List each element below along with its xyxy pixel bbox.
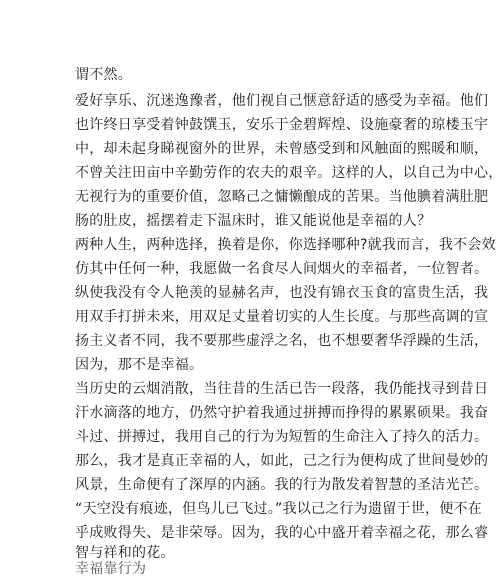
text-line: 爱好享乐、沉迷逸豫者，他们视自己惬意舒适的感受为幸福。他们 — [75, 93, 489, 109]
text-line: 两种人生，两种选择，换着是你，你选择哪种?就我而言，我不会效 — [75, 237, 496, 253]
text-line: 扬主义者不同，我不要那些虚浮之名，也不想要奢华浮躁的生活， — [75, 333, 489, 349]
text-line-cut: 幸福靠行为 — [75, 561, 147, 577]
text-line: 不曾关注田亩中辛勤劳作的农夫的艰辛。这样的人，以自己为中心， — [75, 165, 503, 181]
text-line: 纵使我没有令人艳羡的显赫名声，也没有锦衣玉食的富贵生活，我 — [75, 285, 489, 301]
text-line: 仿其中任何一种，我愿做一名食尽人间烟火的幸福者，一位智者。 — [75, 261, 489, 277]
text-line: 谓不然。 — [75, 67, 132, 83]
text-line: 风景，生命便有了深厚的内涵。我的行为散发着智慧的圣洁光芒。 — [75, 477, 489, 493]
text-line: 用双手打拼未来，用双足丈量着切实的人生长度。与那些高调的宣 — [75, 309, 489, 325]
text-line: 也许终日享受着钟鼓馔玉，安乐于金碧辉煌、设施豪奢的琼楼玉宇 — [75, 117, 489, 133]
text-line: 中，却未起身睇视窗外的世界，未曾感受到和风触面的熙暖和顺， — [75, 141, 489, 157]
text-line: 那么，我才是真正幸福的人，如此，己之行为便构成了世间曼妙的 — [75, 453, 489, 469]
text-line: 斗过、拼搏过，我用自己的行为为短暂的生命注入了持久的活力。 — [75, 429, 489, 445]
text-line: “天空没有痕迹，但鸟儿已飞过。”我以己之行为遗留于世，便不在 — [75, 501, 483, 517]
text-line: 肠的肚皮，摇摆着走下温床时，谁又能说他是幸福的人？ — [75, 213, 432, 229]
text-line: 汗水滴落的地方，仍然守护着我通过拼搏而挣得的累累硕果。我奋 — [75, 405, 489, 421]
text-line: 乎成败得失、是非荣辱。因为，我的心中盛开着幸福之花，那么睿 — [75, 525, 489, 541]
text-line: 无视行为的重要价值，忽略己之慵懒酿成的苦果。当他腆着满肚肥 — [75, 189, 489, 205]
text-line: 因为，那不是幸福。 — [75, 357, 204, 373]
text-line: 智与祥和的花。 — [75, 545, 175, 561]
text-line: 当历史的云烟消散，当往昔的生活已告一段落，我仍能找寻到昔日 — [75, 381, 489, 397]
